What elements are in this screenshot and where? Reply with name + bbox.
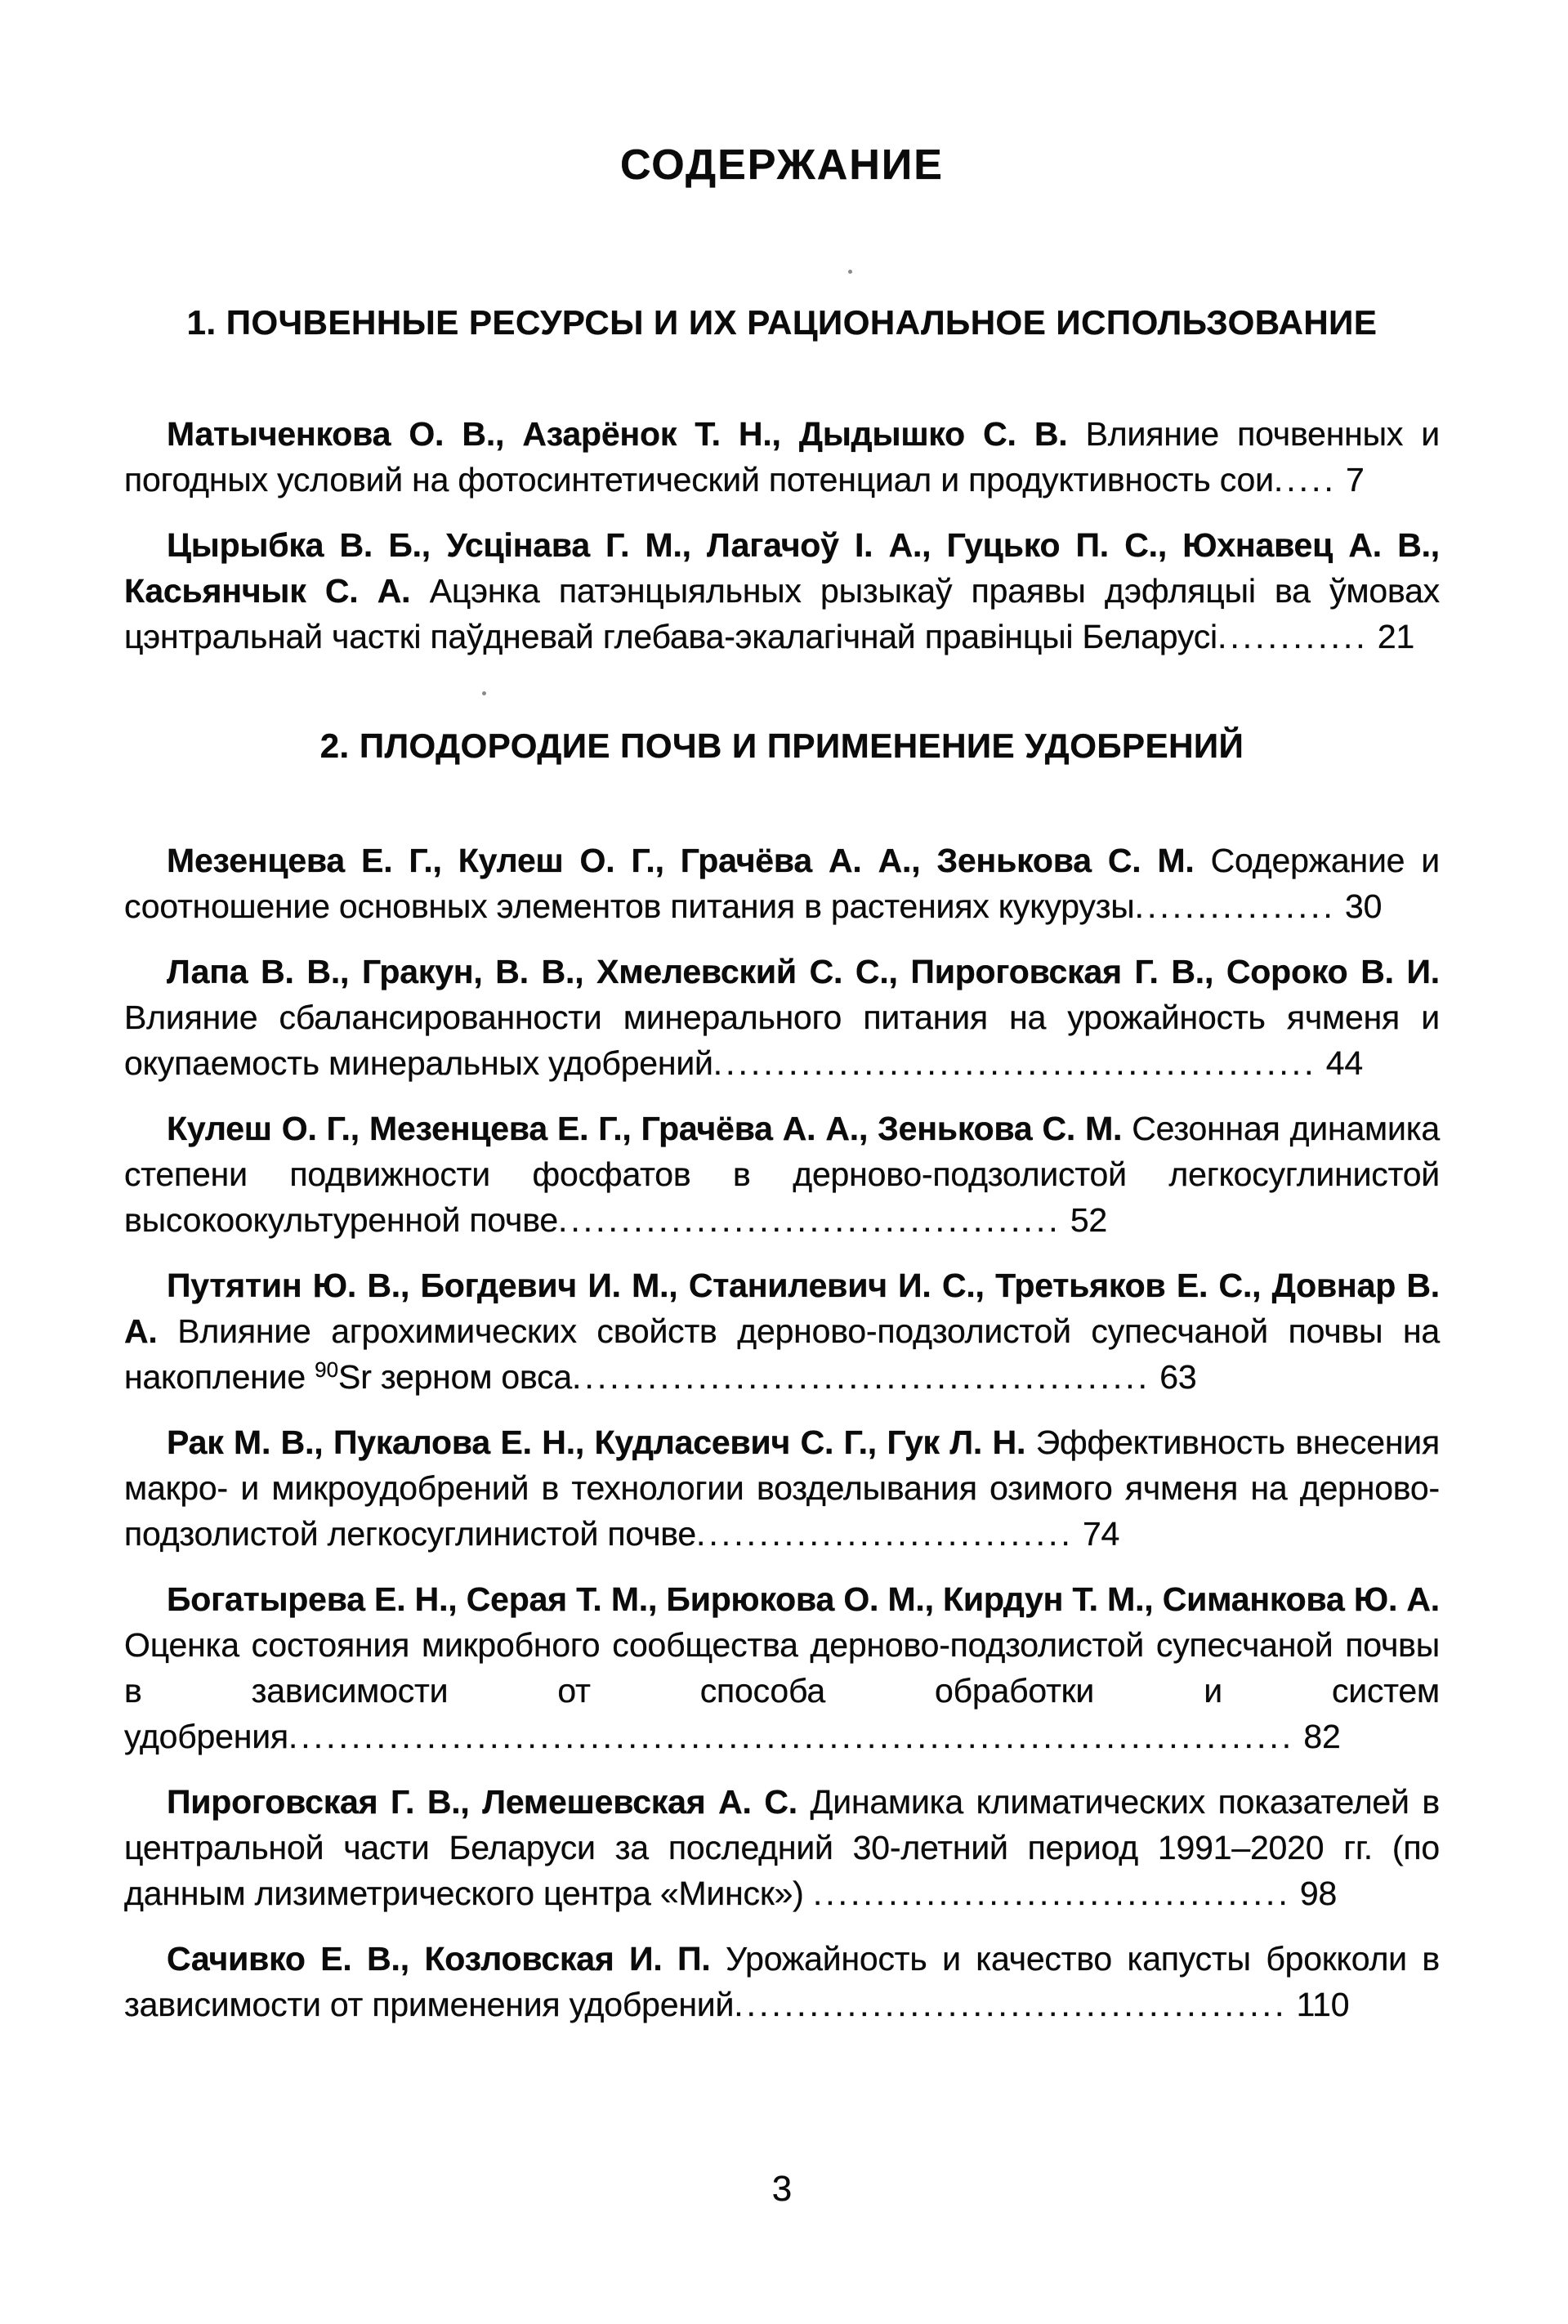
entry-authors: Лапа В. В., Гракун, В. В., Хмелевский С. С., Пироговская Г. В., Сороко В. И. [167,953,1440,990]
entry-page-number: 63 [1159,1358,1197,1396]
dot-leader: ............ [1217,618,1369,655]
scan-speck [848,270,852,274]
entry-authors: Путятин Ю. В., Богдевич И. М., Станилевич И. С., Третьяков Е. С., Довнар В. А. [124,1267,1440,1350]
dot-leader: ................ [1134,887,1336,925]
entry-page-number: 21 [1377,618,1415,655]
dot-leader: .............................. [696,1515,1074,1553]
dot-leader: ............................................ [734,1986,1288,2023]
entry-authors: Пироговская Г. В., Лемешевская А. С. [167,1783,797,1821]
toc-entry [124,1419,1440,1557]
entry-title-after-isotope: Sr зерном овса [338,1358,573,1396]
toc-entry [124,411,1440,503]
entry-authors: Матыченкова О. В., Азарёнок Т. Н., Дыдышко С. В. [167,415,1068,453]
entry-title: Урожайность и качество капусты брокколи в зависимости от применения удобрений [124,1940,1440,2023]
section-soil-fertility [124,723,1440,2027]
folio-page-number: 3 [771,2169,793,2209]
entry-title: Влияние сбалансированности минерального питания на урожайность ячменя и окупаемость минеральных удобрений [124,999,1440,1082]
entry-page-number: 7 [1346,461,1365,498]
toc-entry [124,1936,1440,2027]
entry-page-number: 52 [1070,1201,1108,1239]
scan-speck [482,691,486,695]
section-1-heading: 1. ПОЧВЕННЫЕ РЕСУРСЫ И ИХ РАЦИОНАЛЬНОЕ ИСПОЛЬЗОВАНИЕ [186,303,1378,342]
entry-authors: Сачивко Е. В., Козловская И. П. [167,1940,711,1978]
entry-title: Оценка состояния микробного сообщества дерново-подзолистой супесчаной почвы в зависимости от способа обработки и систем удобрения [124,1626,1440,1755]
entry-authors: Цырыбка В. Б., Усцінава Г. М., Лагачоў І. А., Гуцько П. С., Юхнавец А. В., Касьянчык С. А. [124,526,1440,610]
entry-title: Динамика климатических показателей в центральной части Беларуси за последний 30-летний период 1991–2020 гг. (по данным лизиметрического центра «Минск») [124,1783,1440,1912]
entry-authors: Кулеш О. Г., Мезенцева Е. Г., Грачёва А. А., Зенькова С. М. [167,1110,1123,1147]
toc-entry [124,1576,1440,1759]
toc-entry [124,949,1440,1086]
entry-title: Сезонная динамика степени подвижности фосфатов в дерново-подзолистой легкосуглинистой высокоокультуренной почве [124,1110,1440,1239]
entry-title: Влияние почвенных и погодных условий на фотосинтетический потенциал и продуктивность сои [124,415,1441,498]
toc-entry [124,838,1440,929]
dot-leader: ..... [1273,461,1337,498]
entry-title: Содержание и соотношение основных элементов питания в растениях кукурузы [124,842,1440,925]
entry-page-number: 82 [1303,1718,1341,1755]
dot-leader: ...................................... [812,1875,1291,1912]
entry-page-number: 30 [1345,887,1383,925]
page-title: СОДЕРЖАНИЕ [620,141,944,189]
dot-leader: .............................................. [572,1358,1151,1396]
entry-title: Ацэнка патэнцыяльных рызыкаў праявы дэфляцыі ва ўмовах цэнтральнай часткі паўдневай глебава-экалагічнай правінцыі Беларусі [124,572,1440,655]
entry-authors: Богатырева Е. Н., Серая Т. М., Бирюкова О. М., Кирдун Т. М., Симанкова Ю. А. [167,1580,1440,1618]
entry-page-number: 110 [1296,1986,1350,2023]
toc-entry [124,1263,1440,1400]
entry-page-number: 74 [1082,1515,1120,1553]
entry-page-number: 44 [1325,1044,1363,1082]
entry-authors: Рак М. В., Пукалова Е. Н., Кудласевич С. Г., Гук Л. Н. [167,1423,1026,1461]
section-soil-resources [124,300,1440,659]
entry-title: Эффективность внесения макро- и микроудобрений в технологии возделывания озимого ячменя на дерново-подзолистой легкосуглинистой почве [124,1423,1440,1553]
toc-entry [124,1779,1440,1916]
toc-entry [124,1106,1440,1243]
dot-leader: ................................................ [713,1044,1317,1082]
dot-leader: ........................................ [557,1201,1061,1239]
entry-authors: Мезенцева Е. Г., Кулеш О. Г., Грачёва А. А., Зенькова С. М. [167,842,1195,879]
entry-page-number: 98 [1299,1875,1338,1912]
section-2-heading: 2. ПЛОДОРОДИЕ ПОЧВ И ПРИМЕНЕНИЕ УДОБРЕНИЙ [319,726,1244,765]
toc-entry [124,522,1440,659]
dot-leader: ................................................................................ [288,1718,1295,1755]
entry-title-before-isotope: Влияние агрохимических свойств дерново-подзолистой супесчаной почвы на накопление [124,1312,1440,1396]
isotope-superscript: 90 [315,1357,339,1382]
